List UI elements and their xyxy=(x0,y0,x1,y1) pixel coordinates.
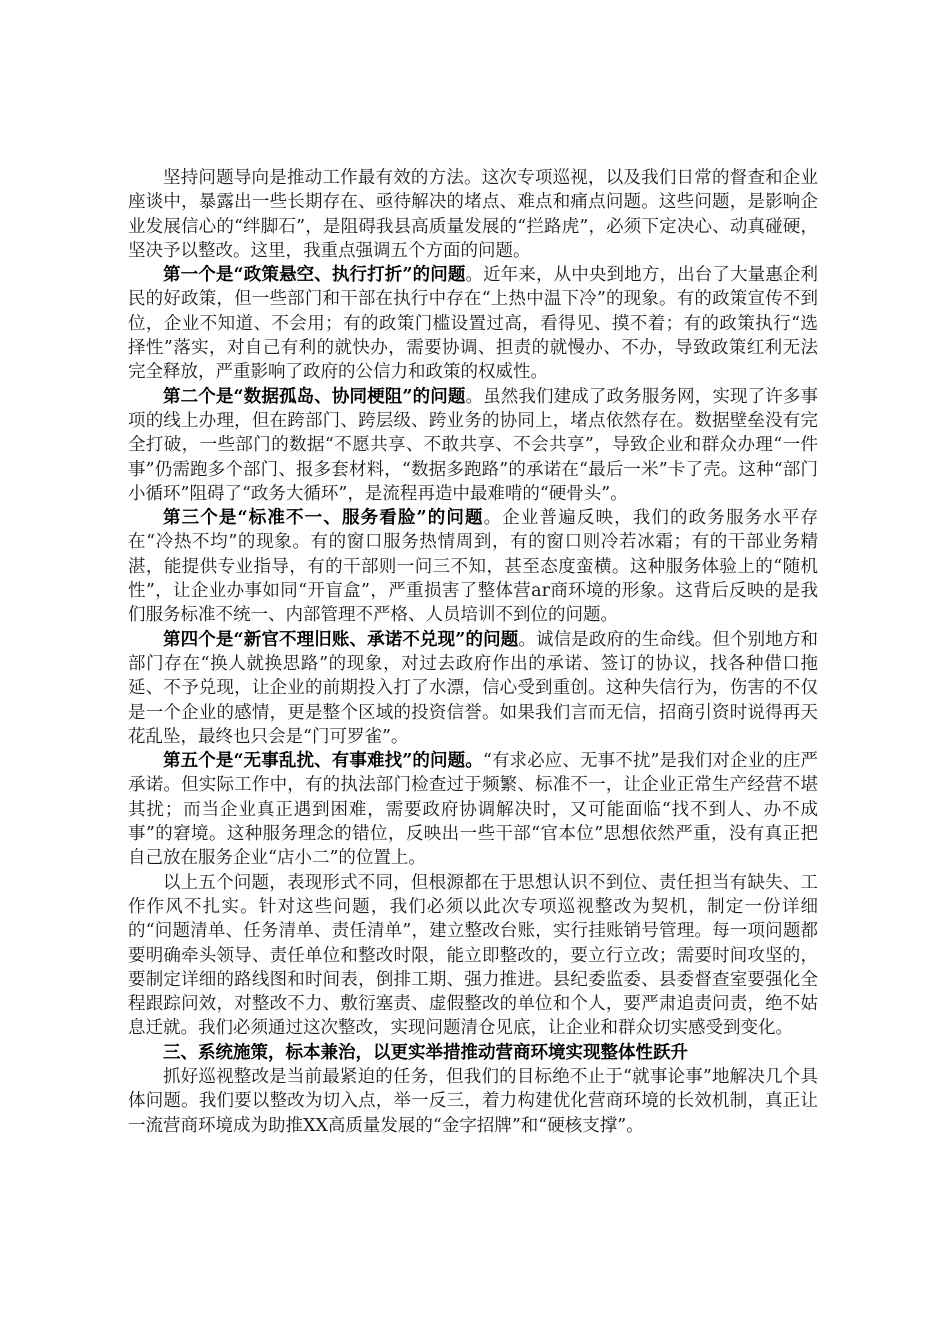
problem-paragraph-4 xyxy=(128,628,818,749)
problem-heading-2: 第二个是“数据孤岛、协同梗阻”的问题 xyxy=(163,386,466,407)
problem-heading-5: 第五个是“无事乱扰、有事难找”的问题。 xyxy=(163,751,483,772)
problem-body-1: 。近年来，从中央到地方，出台了大量惠企利民的好政策，但一些部门和干部在执行中存在“上热中温下冷”的现象。有的政策宣传不到位，企业不知道、不会用；有的政策门槛设置过高，看得见、摸不着；有的政策执行“选择性”落实，对自己有利的就快办，需要协调、担责的就慢办、不办，导致政策红利无法完全释放，严重影响了政府的公信力和政策的权威性。 xyxy=(128,265,818,383)
problem-body-2: 。虽然我们建成了政务服务网，实现了许多事项的线上办理，但在跨部门、跨层级、跨业务的协同上，堵点依然存在。数据壁垒没有完全打破，一些部门的数据“不愿共享、不敢共享、不会共享”，导致企业和群众办理“一件事”仍需跑多个部门、报多套材料，“数据多跑路”的承诺在“最后一米”卡了壳。这种“部门小循环”阻碍了“政务大循环”，是流程再造中最难啃的“硬骨头”。 xyxy=(128,386,818,504)
section-heading: 三、系统施策，标本兼治，以更实举措推动营商环境实现整体性跃升 xyxy=(163,1042,688,1063)
problem-paragraph-1 xyxy=(128,263,818,384)
problem-body-5: “有求必应、无事不扰”是我们对企业的庄严承诺。但实际工作中，有的执法部门检查过于频繁、标准不一，让企业正常生产经营不堪其扰；而当企业真正遇到困难，需要政府协调解决时，又可能面临“找不到人、办不成事”的窘境。这种服务理念的错位，反映出一些干部“官本位”思想依然严重，没有真正把自己放在服务企业“店小二”的位置上。 xyxy=(128,751,818,869)
problem-paragraph-5 xyxy=(128,749,818,870)
problem-heading-1: 第一个是“政策悬空、执行打折”的问题 xyxy=(163,265,466,286)
document-page xyxy=(128,166,818,1138)
closing-paragraph: 抓好巡视整改是当前最紧迫的任务，但我们的目标绝不止于“就事论事”地解决几个具体问题。我们要以整改为切入点，举一反三，着力构建优化营商环境的长效机制，真正让一流营商环境成为助推XX高质量发展的“金字招牌”和“硬核支撑”。 xyxy=(128,1066,818,1136)
problem-heading-4: 第四个是“新官不理旧账、承诺不兑现”的问题 xyxy=(163,629,519,650)
problem-paragraph-3 xyxy=(128,506,818,627)
intro-paragraph: 坚持问题导向是推动工作最有效的方法。这次专项巡视，以及我们日常的督查和企业座谈中，暴露出一些长期存在、亟待解决的堵点、难点和痛点问题。这些问题，是影响企业发展信心的“绊脚石”，是阻碍我县高质量发展的“拦路虎”，必须下定决心、动真碰硬，坚决予以整改。这里，我重点强调五个方面的问题。 xyxy=(128,168,818,261)
problem-paragraph-2 xyxy=(128,385,818,506)
summary-paragraph: 以上五个问题，表现形式不同，但根源都在于思想认识不到位、责任担当有缺失、工作作风不扎实。针对这些问题，我们必须以此次专项巡视整改为契机，制定一份详细的“问题清单、任务清单、责任清单”，建立整改台账，实行挂账销号管理。每一项问题都要明确牵头领导、责任单位和整改时限，能立即整改的，要立行立改；需要时间攻坚的，要制定详细的路线图和时间表，倒排工期、强力推进。县纪委监委、县委督查室要强化全程跟踪问效，对整改不力、敷衍塞责、虚假整改的单位和个人，要严肃追责问责，绝不姑息迁就。我们必须通过这次整改，实现问题清仓见底，让企业和群众切实感受到变化。 xyxy=(128,872,818,1039)
problem-body-4: 。诚信是政府的生命线。但个别地方和部门存在“换人就换思路”的现象，对过去政府作出的承诺、签订的协议，找各种借口拖延、不予兑现，让企业的前期投入打了水漂，信心受到重创。这种失信行为，伤害的不仅是一个企业的感情，更是整个区域的投资信誉。如果我们言而无信，招商引资时说得再天花乱坠，最终也只会是“门可罗雀”。 xyxy=(128,629,818,747)
problem-body-3: 。企业普遍反映，我们的政务服务水平存在“冷热不均”的现象。有的窗口服务热情周到，有的窗口则冷若冰霜；有的干部业务精湛，能提供专业指导，有的干部则一问三不知，甚至态度蛮横。这种服务体验上的“随机性”，让企业办事如同“开盲盒”，严重损害了整体营ar商环境的形象。这背后反映的是我们服务标准不统一、内部管理不严格、人员培训不到位的问题。 xyxy=(128,508,818,626)
problem-heading-3: 第三个是“标准不一、服务看脸”的问题 xyxy=(163,508,484,529)
